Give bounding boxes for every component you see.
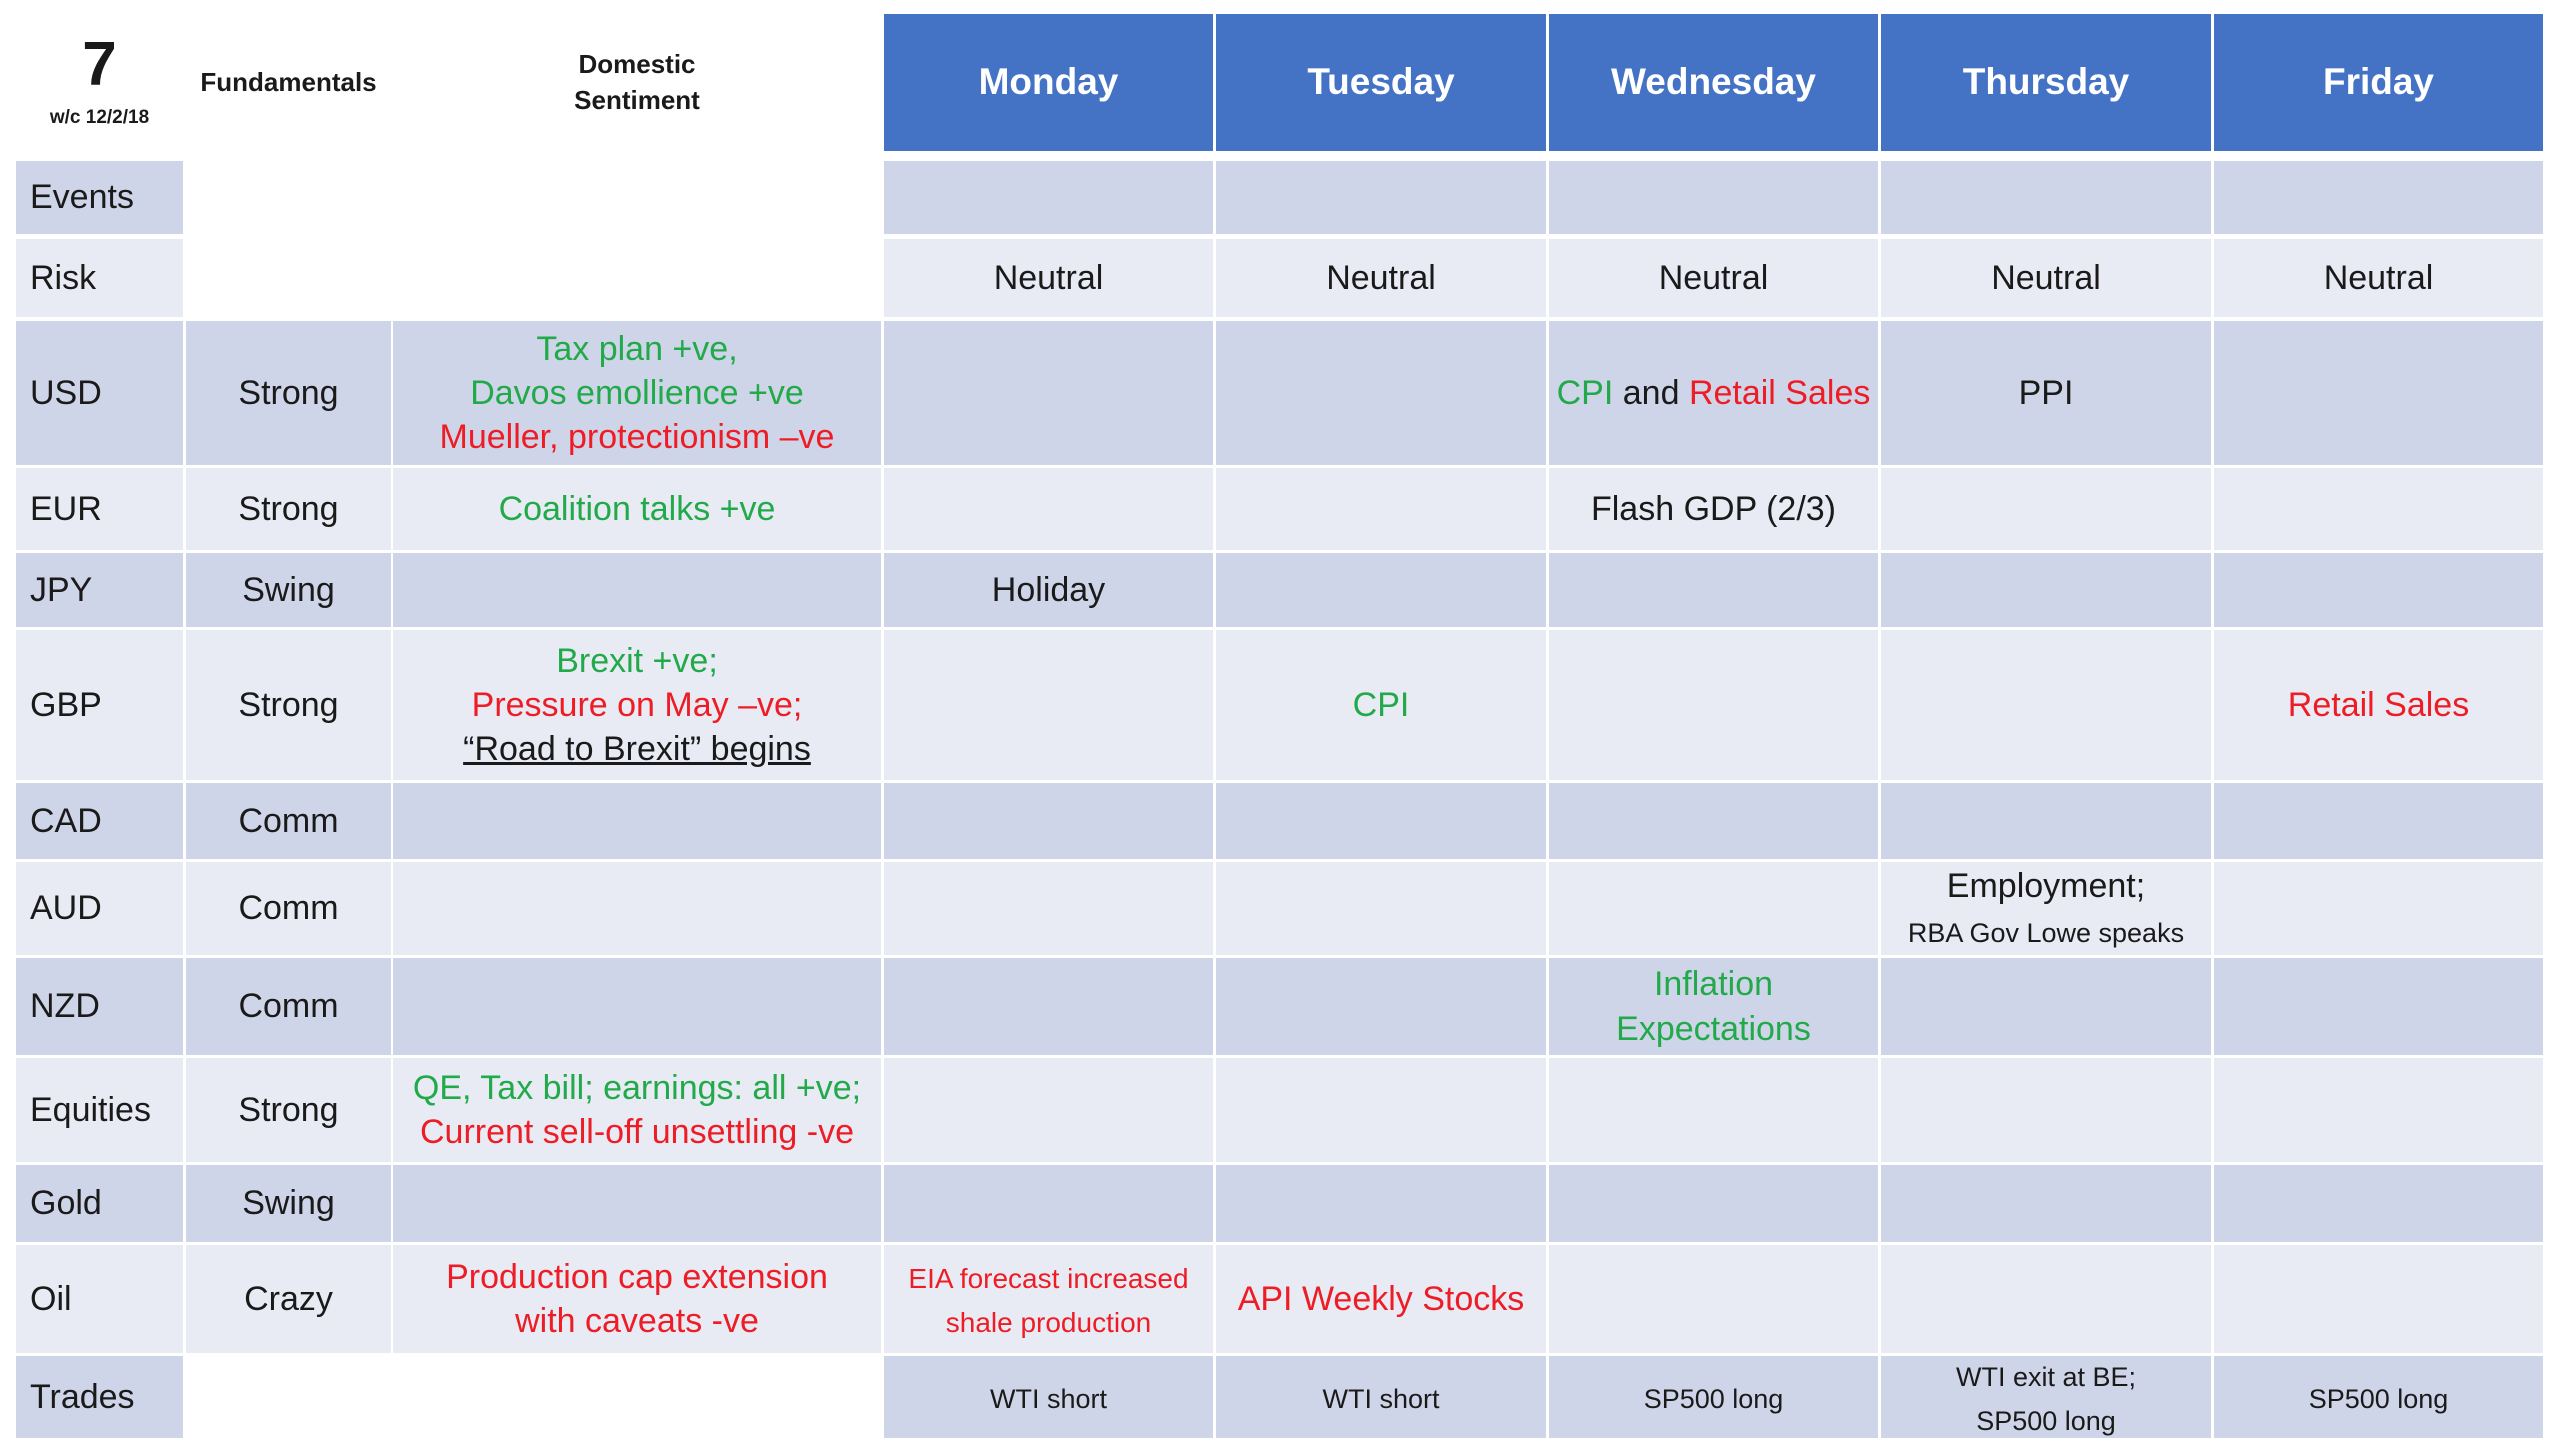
sentiment-line xyxy=(420,1110,854,1154)
row-label: Events xyxy=(30,178,134,217)
fundamental-gold xyxy=(186,1165,391,1242)
event-text: Neutral xyxy=(1991,258,2101,297)
row-label: Oil xyxy=(30,1279,72,1318)
fundamental-value: Swing xyxy=(242,570,335,609)
event-text: Retail Sales xyxy=(1688,373,1871,412)
sentiment-usd xyxy=(393,321,881,465)
row-label: AUD xyxy=(30,889,102,928)
sentiment-text: Current sell-off unsettling -ve xyxy=(419,1113,854,1151)
row-label-cad xyxy=(16,783,183,859)
row-label: Gold xyxy=(30,1184,102,1223)
cell-gbp-tuesday xyxy=(1216,630,1546,780)
cell-events-friday xyxy=(2214,161,2543,234)
cell-trades-thursday xyxy=(1881,1356,2211,1438)
event-line xyxy=(1991,256,2101,300)
cell-oil-friday xyxy=(2214,1245,2543,1353)
event-text: and xyxy=(1613,373,1689,412)
event-line xyxy=(2288,683,2469,727)
fundamental-value: Strong xyxy=(238,489,339,528)
cell-eur-thursday xyxy=(1881,468,2211,550)
cell-oil-tuesday xyxy=(1216,1245,1546,1353)
cell-oil-monday xyxy=(884,1245,1213,1353)
week-header xyxy=(16,14,183,151)
fundamental-gbp xyxy=(186,630,391,780)
row-label: Trades xyxy=(30,1377,135,1416)
fundamental-value: Strong xyxy=(238,1090,339,1129)
sentiment-header xyxy=(393,14,881,151)
fundamental-oil xyxy=(186,1245,391,1353)
row-label: Risk xyxy=(30,258,97,297)
cell-aud-thursday xyxy=(1881,862,2211,955)
sentiment-text: Mueller, protectionism –ve xyxy=(439,418,835,457)
cell-risk-thursday xyxy=(1881,239,2211,317)
event-line xyxy=(1654,962,1773,1006)
event-text: Employment; xyxy=(1946,867,2146,906)
cell-equities-thursday xyxy=(1881,1058,2211,1162)
day-header-thursday xyxy=(1881,14,2211,151)
row-label: JPY xyxy=(30,570,93,609)
event-line xyxy=(1659,256,1769,300)
event-line xyxy=(2324,256,2434,300)
cell-gbp-wednesday xyxy=(1549,630,1878,780)
sentiment-equities xyxy=(393,1058,881,1162)
cell-gold-wednesday xyxy=(1549,1165,1878,1242)
event-text: Retail Sales xyxy=(2287,685,2470,724)
event-text: Neutral xyxy=(993,258,1104,297)
fundamentals-label: Fundamentals xyxy=(200,66,377,97)
event-line xyxy=(1644,1375,1784,1419)
event-line xyxy=(1591,487,1836,531)
event-line xyxy=(1616,1007,1811,1051)
event-text: Flash GDP (2/3) xyxy=(1590,489,1836,528)
event-line xyxy=(1956,1353,2136,1397)
day-label: Thursday xyxy=(1962,61,2130,103)
cell-equities-tuesday xyxy=(1216,1058,1546,1162)
event-text: PPI xyxy=(2018,373,2074,412)
row-label: Equities xyxy=(30,1090,151,1129)
day-header-monday xyxy=(884,14,1213,151)
cell-cad-monday xyxy=(884,783,1213,859)
cell-gbp-monday xyxy=(884,630,1213,780)
cell-risk-friday xyxy=(2214,239,2543,317)
cell-trades-tuesday xyxy=(1216,1356,1546,1438)
cell-gold-tuesday xyxy=(1216,1165,1546,1242)
sentiment-line xyxy=(536,327,737,371)
sentiment-text: Tax plan +ve, xyxy=(536,329,738,368)
sentiment-eur xyxy=(393,468,881,550)
event-text: EIA forecast increased xyxy=(908,1262,1189,1294)
cell-nzd-thursday xyxy=(1881,958,2211,1055)
cell-usd-friday xyxy=(2214,321,2543,465)
row-label-gbp xyxy=(16,630,183,780)
sentiment-text: Production cap extension xyxy=(446,1257,828,1296)
day-label: Monday xyxy=(978,61,1119,103)
cell-aud-friday xyxy=(2214,862,2543,955)
cell-risk-monday xyxy=(884,239,1213,317)
sentiment-text: Coalition talks +ve xyxy=(498,489,776,528)
cell-equities-monday xyxy=(884,1058,1213,1162)
row-label: NZD xyxy=(30,987,100,1026)
sentiment-oil xyxy=(393,1245,881,1353)
week-number: 7 xyxy=(82,30,117,100)
cell-events-monday xyxy=(884,161,1213,234)
fundamental-usd xyxy=(186,321,391,465)
event-text: Neutral xyxy=(1658,258,1769,297)
row-label: USD xyxy=(30,373,102,412)
cell-events-wednesday xyxy=(1549,161,1878,234)
row-label-events xyxy=(16,161,183,234)
cell-jpy-tuesday xyxy=(1216,553,1546,627)
fundamental-equities xyxy=(186,1058,391,1162)
row-label-eur xyxy=(16,468,183,550)
event-text: shale production xyxy=(945,1307,1152,1338)
event-text: Neutral xyxy=(1326,258,1436,297)
day-header-friday xyxy=(2214,14,2543,151)
fundamental-value: Comm xyxy=(238,987,339,1026)
cell-equities-wednesday xyxy=(1549,1058,1878,1162)
cell-risk-tuesday xyxy=(1216,239,1546,317)
sentiment-text: Davos emollience +ve xyxy=(470,373,804,412)
row-label-usd xyxy=(16,321,183,465)
event-text: SP500 long xyxy=(1643,1383,1784,1414)
row-label: GBP xyxy=(30,685,102,724)
cell-gold-thursday xyxy=(1881,1165,2211,1242)
cell-events-thursday xyxy=(1881,161,2211,234)
cell-trades-monday xyxy=(884,1356,1213,1438)
sentiment-line xyxy=(515,1299,759,1343)
sentiment-line xyxy=(472,683,803,727)
cell-nzd-tuesday xyxy=(1216,958,1546,1055)
sentiment-cad xyxy=(393,783,881,859)
sentiment-label: Sentiment xyxy=(574,84,700,115)
fundamental-value: Strong xyxy=(238,685,339,724)
sentiment-text: QE, Tax bill; earnings: all +ve; xyxy=(412,1068,862,1107)
row-label-nzd xyxy=(16,958,183,1055)
event-text: SP500 long xyxy=(2308,1383,2449,1414)
cell-trades-friday xyxy=(2214,1356,2543,1438)
event-line xyxy=(1557,371,1871,415)
sentiment-line xyxy=(463,727,811,771)
event-line xyxy=(2309,1375,2449,1419)
row-label-gold xyxy=(16,1165,183,1242)
row-label-aud xyxy=(16,862,183,955)
cell-oil-thursday xyxy=(1881,1245,2211,1353)
event-text: WTI short xyxy=(989,1383,1107,1414)
sentiment-line xyxy=(440,415,835,459)
cell-gold-friday xyxy=(2214,1165,2543,1242)
cell-nzd-friday xyxy=(2214,958,2543,1055)
event-text: WTI short xyxy=(1322,1383,1440,1414)
fundamental-cad xyxy=(186,783,391,859)
cell-events-tuesday xyxy=(1216,161,1546,234)
day-label: Tuesday xyxy=(1307,61,1455,103)
event-line xyxy=(1238,1277,1525,1321)
cell-eur-friday xyxy=(2214,468,2543,550)
sentiment-line xyxy=(556,639,718,683)
event-text: API Weekly Stocks xyxy=(1237,1279,1525,1318)
sentiment-line xyxy=(413,1066,861,1110)
sentiment-line xyxy=(499,487,776,531)
fundamental-eur xyxy=(186,468,391,550)
cell-aud-tuesday xyxy=(1216,862,1546,955)
event-line xyxy=(990,1375,1107,1419)
event-line xyxy=(908,1255,1188,1299)
event-text: WTI exit at BE; xyxy=(1955,1361,2137,1392)
event-text: Expectations xyxy=(1616,1009,1811,1048)
event-text: CPI xyxy=(1352,685,1410,724)
sentiment-text: Pressure on May –ve; xyxy=(471,685,803,724)
event-line xyxy=(1947,864,2145,908)
sentiment-aud xyxy=(393,862,881,955)
row-label: CAD xyxy=(30,801,102,840)
cell-equities-friday xyxy=(2214,1058,2543,1162)
row-label-trades xyxy=(16,1356,183,1438)
cell-gbp-thursday xyxy=(1881,630,2211,780)
day-label: Wednesday xyxy=(1611,61,1816,103)
fundamentals-header xyxy=(186,14,391,151)
sentiment-gbp xyxy=(393,630,881,780)
row-label-risk xyxy=(16,239,183,317)
event-line xyxy=(1353,683,1410,727)
cell-jpy-wednesday xyxy=(1549,553,1878,627)
event-line xyxy=(946,1299,1151,1343)
cell-jpy-thursday xyxy=(1881,553,2211,627)
sentiment-nzd xyxy=(393,958,881,1055)
fundamental-value: Crazy xyxy=(244,1279,333,1318)
cell-eur-tuesday xyxy=(1216,468,1546,550)
cell-jpy-friday xyxy=(2214,553,2543,627)
cell-cad-tuesday xyxy=(1216,783,1546,859)
fundamental-value: Strong xyxy=(238,373,339,412)
row-label-equities xyxy=(16,1058,183,1162)
fundamental-jpy xyxy=(186,553,391,627)
fundamental-nzd xyxy=(186,958,391,1055)
cell-gbp-friday xyxy=(2214,630,2543,780)
cell-cad-friday xyxy=(2214,783,2543,859)
event-text: RBA Gov Lowe speaks xyxy=(1907,917,2185,948)
cell-nzd-monday xyxy=(884,958,1213,1055)
event-text: CPI xyxy=(1556,373,1614,412)
sentiment-line xyxy=(470,371,804,415)
row-label-oil xyxy=(16,1245,183,1353)
cell-gold-monday xyxy=(884,1165,1213,1242)
cell-eur-wednesday xyxy=(1549,468,1878,550)
fundamental-value: Swing xyxy=(242,1184,335,1223)
day-label: Friday xyxy=(2322,61,2435,103)
sentiment-jpy xyxy=(393,553,881,627)
week-label: w/c 12/2/18 xyxy=(49,107,150,129)
cell-usd-monday xyxy=(884,321,1213,465)
sentiment-text: with caveats -ve xyxy=(515,1302,759,1340)
event-line xyxy=(994,256,1104,300)
sentiment-text: “Road to Brexit” begins xyxy=(463,730,811,769)
cell-trades-wednesday xyxy=(1549,1356,1878,1438)
row-label: EUR xyxy=(30,489,102,528)
cell-usd-wednesday xyxy=(1549,321,1878,465)
event-text: Inflation xyxy=(1653,965,1774,1004)
cell-aud-monday xyxy=(884,862,1213,955)
sentiment-label: Domestic xyxy=(578,49,696,80)
cell-eur-monday xyxy=(884,468,1213,550)
cell-cad-thursday xyxy=(1881,783,2211,859)
event-line xyxy=(1976,1397,2116,1441)
cell-nzd-wednesday xyxy=(1549,958,1878,1055)
event-text: SP500 long xyxy=(1976,1406,2116,1436)
cell-usd-tuesday xyxy=(1216,321,1546,465)
fundamental-value: Comm xyxy=(238,801,339,840)
event-line xyxy=(2019,371,2074,415)
event-line xyxy=(1326,256,1436,300)
event-text: Holiday xyxy=(991,570,1106,609)
fundamental-aud xyxy=(186,862,391,955)
cell-jpy-monday xyxy=(884,553,1213,627)
event-line xyxy=(1322,1375,1439,1419)
event-text: Neutral xyxy=(2323,258,2434,297)
event-line xyxy=(992,568,1105,612)
cell-aud-wednesday xyxy=(1549,862,1878,955)
cell-oil-wednesday xyxy=(1549,1245,1878,1353)
day-header-wednesday xyxy=(1549,14,1878,151)
day-header-tuesday xyxy=(1216,14,1546,151)
sentiment-gold xyxy=(393,1165,881,1242)
row-label-jpy xyxy=(16,553,183,627)
cell-risk-wednesday xyxy=(1549,239,1878,317)
event-line xyxy=(1908,909,2184,953)
cell-cad-wednesday xyxy=(1549,783,1878,859)
cell-usd-thursday xyxy=(1881,321,2211,465)
sentiment-line xyxy=(446,1255,828,1299)
fundamental-value: Comm xyxy=(238,889,339,928)
sentiment-text: Brexit +ve; xyxy=(556,641,718,680)
